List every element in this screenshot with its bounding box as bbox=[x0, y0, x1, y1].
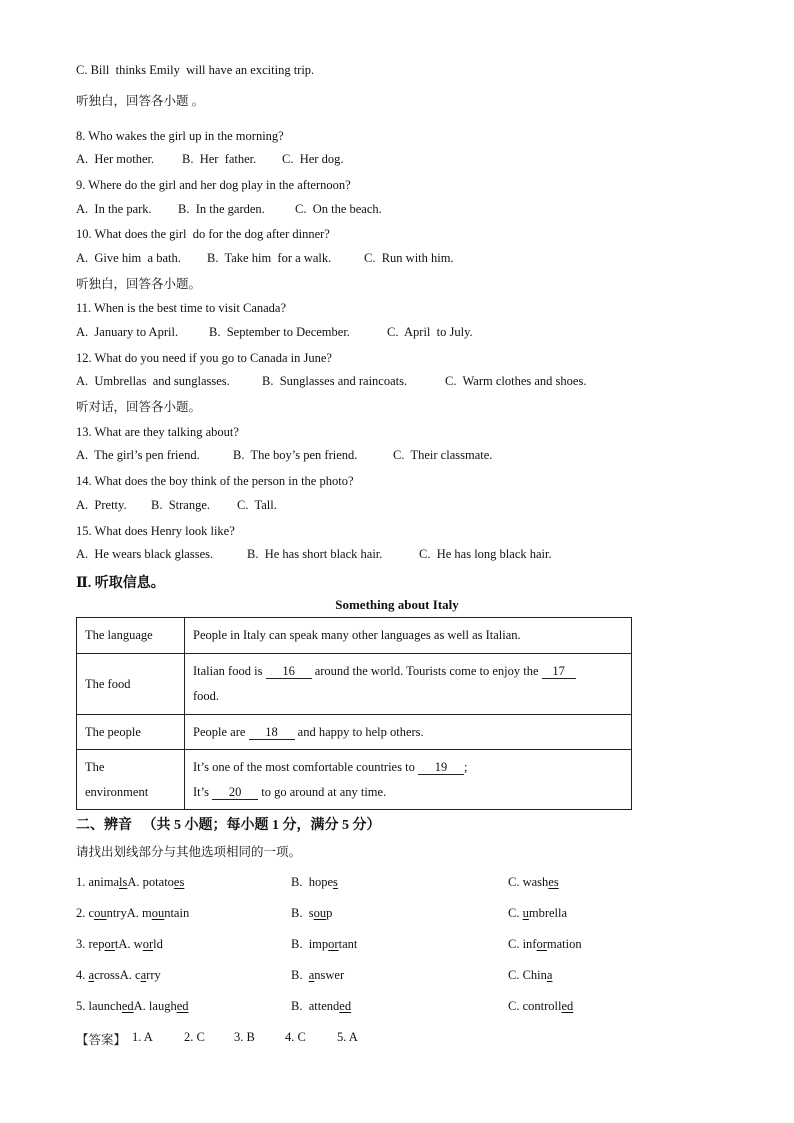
question-8: 8. Who wakes the girl up in the morning? bbox=[76, 129, 284, 143]
item-word: 2. countryA. mountain bbox=[76, 906, 190, 920]
option-b: B. September to December. bbox=[209, 325, 350, 339]
section-heading: 二、辨音 （共 5 小题；每小题 1 分，满分 5 分） bbox=[76, 818, 381, 833]
item-word: 3. reportA. world bbox=[76, 937, 163, 951]
item-word: 5. launchedA. laughed bbox=[76, 999, 189, 1013]
question-14: 14. What does the boy think of the person in the photo? bbox=[76, 474, 354, 488]
text-part: People are bbox=[193, 724, 249, 739]
option-c: C. Run with him. bbox=[364, 251, 454, 265]
options-11 bbox=[76, 325, 636, 341]
options-9 bbox=[76, 202, 636, 218]
question-12: 12. What do you need if you go to Canada in June? bbox=[76, 351, 332, 365]
key-line: The bbox=[85, 759, 105, 774]
option-a: A. He wears black glasses. bbox=[76, 547, 214, 561]
question-10: 10. What does the girl do for the dog after dinner? bbox=[76, 227, 330, 241]
option-b: B. Her father. bbox=[182, 152, 257, 166]
question-11: 11. When is the best time to visit Canada? bbox=[76, 301, 287, 315]
option-c: C. washes bbox=[508, 875, 559, 889]
table-row bbox=[77, 715, 632, 750]
row-text: People in Italy can speak many other languages as well as Italian. bbox=[185, 618, 632, 654]
text-part: around the world. Tourists come to enjoy the bbox=[311, 664, 542, 678]
option-c: C. On the beach. bbox=[295, 202, 382, 216]
option-b: B. Strange. bbox=[151, 498, 211, 512]
option-c: C. Warm clothes and shoes. bbox=[445, 374, 587, 388]
answer-item: 4. C bbox=[285, 1030, 306, 1044]
table-row bbox=[77, 750, 632, 810]
option-a: A. Umbrellas and sunglasses. bbox=[76, 374, 230, 388]
option-c: C. April to July. bbox=[387, 325, 473, 339]
table-row bbox=[77, 618, 632, 654]
option-b: B. He has short black hair. bbox=[247, 547, 383, 561]
option-a: A. Pretty. bbox=[76, 498, 127, 512]
phonics-item-1 bbox=[76, 875, 636, 891]
text-part: It’s one of the most comfortable countries to bbox=[193, 759, 418, 774]
row-key: The language bbox=[77, 618, 185, 654]
option-a: A. Her mother. bbox=[76, 152, 155, 166]
blank-16: 16 bbox=[266, 664, 312, 679]
blank-18: 18 bbox=[249, 725, 295, 740]
answer-item: 5. A bbox=[337, 1030, 358, 1044]
row-key bbox=[77, 750, 185, 810]
text-part: food. bbox=[193, 689, 220, 703]
item-word: 4. acrossA. carry bbox=[76, 968, 161, 982]
option-c: C. controlled bbox=[508, 999, 574, 1013]
option-b: B. answer bbox=[291, 968, 345, 982]
option-b: B. important bbox=[291, 937, 358, 951]
answer-item: 1. A bbox=[132, 1030, 153, 1044]
option-b: B. Sunglasses and raincoats. bbox=[262, 374, 408, 388]
text-part: to go around at any time. bbox=[258, 784, 387, 799]
blank-20: 20 bbox=[212, 785, 258, 800]
option-c: C. Her dog. bbox=[282, 152, 344, 166]
text-part: It’s bbox=[193, 784, 213, 799]
option-c: C. umbrella bbox=[508, 906, 568, 920]
row-key: The food bbox=[77, 654, 185, 715]
phonics-item-3 bbox=[76, 937, 636, 953]
blank-19: 19 bbox=[418, 760, 464, 775]
option-a: A. The girl’s pen friend. bbox=[76, 448, 200, 462]
options-15 bbox=[76, 547, 636, 563]
blank-17: 17 bbox=[542, 664, 576, 679]
item-word: 1. animalsA. potatoes bbox=[76, 875, 185, 889]
question-13: 13. What are they talking about? bbox=[76, 425, 239, 439]
option-b: B. In the garden. bbox=[178, 202, 265, 216]
section-instruction: 听独白，回答各小题 。 bbox=[76, 94, 205, 108]
option-c: C. Tall. bbox=[237, 498, 277, 512]
phonics-item-2 bbox=[76, 906, 636, 922]
row-key: The people bbox=[77, 715, 185, 750]
phonics-item-5 bbox=[76, 999, 636, 1015]
option-c: C. information bbox=[508, 937, 582, 951]
answer-tag: 【答案】 bbox=[76, 1033, 127, 1047]
text-part: ; bbox=[463, 759, 468, 774]
question-9: 9. Where do the girl and her dog play in the afternoon? bbox=[76, 178, 351, 192]
text-part: Italian food is bbox=[193, 664, 266, 678]
answer-item: 2. C bbox=[184, 1030, 205, 1044]
option-a: A. Give him a bath. bbox=[76, 251, 181, 265]
phonics-item-4 bbox=[76, 968, 636, 984]
table-title: Something about Italy bbox=[335, 597, 459, 612]
row-text bbox=[185, 654, 632, 715]
section-instruction: 听独白，回答各小题。 bbox=[76, 277, 202, 291]
table-row bbox=[77, 654, 632, 715]
options-13 bbox=[76, 448, 636, 464]
answer-item: 3. B bbox=[234, 1030, 255, 1044]
options-8 bbox=[76, 152, 636, 168]
option-b: B. attended bbox=[291, 999, 352, 1013]
answer-line bbox=[76, 1030, 636, 1046]
option-line: C. Bill thinks Emily will have an exciting trip. bbox=[76, 63, 315, 77]
text-part: and happy to help others. bbox=[294, 724, 424, 739]
section-heading: Ⅱ. 听取信息。 bbox=[76, 576, 165, 591]
option-a: A. In the park. bbox=[76, 202, 152, 216]
option-b: B. The boy’s pen friend. bbox=[233, 448, 358, 462]
option-b: B. hopes bbox=[291, 875, 338, 889]
option-c: C. He has long black hair. bbox=[419, 547, 552, 561]
info-table bbox=[76, 617, 632, 810]
question-15: 15. What does Henry look like? bbox=[76, 524, 235, 538]
row-text bbox=[185, 750, 632, 810]
option-b: B. soup bbox=[291, 906, 333, 920]
option-c: C. China bbox=[508, 968, 553, 982]
row-text bbox=[185, 715, 632, 750]
key-line: environment bbox=[85, 784, 149, 799]
options-10 bbox=[76, 251, 636, 267]
section-instruction: 请找出划线部分与其他选项相同的一项。 bbox=[76, 845, 302, 859]
option-b: B. Take him for a walk. bbox=[207, 251, 332, 265]
section-instruction: 听对话，回答各小题。 bbox=[76, 400, 202, 414]
options-12 bbox=[76, 374, 636, 390]
option-c: C. Their classmate. bbox=[393, 448, 493, 462]
options-14 bbox=[76, 498, 636, 514]
option-a: A. January to April. bbox=[76, 325, 179, 339]
